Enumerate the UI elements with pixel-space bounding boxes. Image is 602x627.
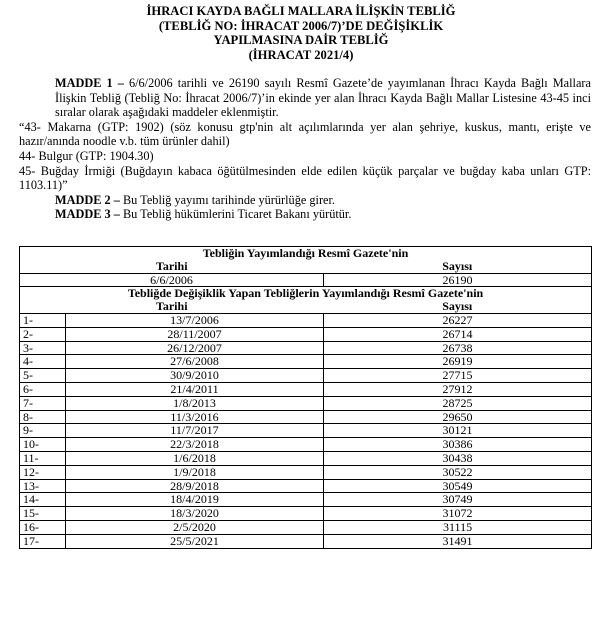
article-3-text: Bu Tebliğ hükümlerini Ticaret Bakanı yürütür. [119, 207, 352, 222]
col-header-number: Sayısı [324, 260, 592, 273]
row-gazette-number: 30121 [324, 424, 592, 438]
table-row-original [20, 273, 592, 287]
original-number: 26190 [324, 273, 592, 287]
row-gazette-number: 26738 [324, 341, 592, 355]
row-number: 14- [20, 493, 66, 507]
row-number: 1- [20, 313, 66, 327]
row-date: 27/6/2008 [66, 355, 324, 369]
row-number: 10- [20, 438, 66, 452]
row-number: 12- [20, 465, 66, 479]
col-header-date-2: Tarihi [20, 300, 324, 313]
title-line-4: (İHRACAT 2021/4) [248, 47, 354, 62]
row-date: 21/4/2011 [66, 382, 324, 396]
row-number: 17- [20, 534, 66, 548]
table-row [20, 520, 592, 534]
row-date: 18/4/2019 [66, 493, 324, 507]
article-2-label: MADDE 2 – [55, 192, 120, 207]
article-1-label: MADDE 1 – [55, 76, 124, 90]
row-number: 4- [20, 355, 66, 369]
title-line-3: YAPILMASINA DAİR TEBLİĞ [213, 33, 389, 48]
table-row [20, 479, 592, 493]
row-date: 30/9/2010 [66, 369, 324, 383]
table-row [20, 313, 592, 327]
table-row [20, 327, 592, 341]
article-2 [19, 193, 591, 208]
document-body [19, 76, 591, 222]
list-item-45: 45- Buğday İrmiği (Buğdayın kabaca öğütülmesinden elde edilen küçük parçalar ve buğday kaba unları GTP: 1103.11)” [19, 163, 591, 193]
table-header-original: Tebliğin Yayımlandığı Resmî Gazete'nin [20, 247, 592, 260]
table-row [20, 493, 592, 507]
row-date: 11/3/2016 [66, 410, 324, 424]
col-header-number-2: Sayısı [324, 300, 592, 313]
row-date: 25/5/2021 [66, 534, 324, 548]
row-gazette-number: 26714 [324, 327, 592, 341]
row-number: 9- [20, 424, 66, 438]
article-3-label: MADDE 3 – [55, 207, 120, 222]
row-number: 11- [20, 451, 66, 465]
table-row [20, 410, 592, 424]
row-gazette-number: 27715 [324, 369, 592, 383]
row-gazette-number: 26919 [324, 355, 592, 369]
table-header-row-2 [20, 287, 592, 300]
row-number: 15- [20, 507, 66, 521]
list-item-43: “43- Makarna (GTP: 1902) (söz konusu gtp'nin alt açılımlarında yer alan şehriye, kuskus, mantı, erişte ve hazır/anında noodle v.b. tüm ürünler dahil) [19, 119, 591, 149]
table-row [20, 465, 592, 479]
row-date: 2/5/2020 [66, 520, 324, 534]
row-number: 5- [20, 369, 66, 383]
row-date: 28/9/2018 [66, 479, 324, 493]
table-subheader-row-2 [20, 300, 592, 313]
row-date: 26/12/2007 [66, 341, 324, 355]
row-date: 22/3/2018 [66, 438, 324, 452]
row-date: 1/9/2018 [66, 465, 324, 479]
list-item-44: 44- Bulgur (GTP: 1904.30) [19, 148, 154, 163]
article-1 [19, 76, 591, 120]
table-subheader-row-1 [20, 260, 592, 273]
document-title [0, 4, 602, 62]
row-number: 3- [20, 341, 66, 355]
title-line-1: İHRACI KAYDA BAĞLI MALLARA İLİŞKİN TEBLİĞ [146, 4, 456, 18]
row-number: 2- [20, 327, 66, 341]
row-date: 1/6/2018 [66, 451, 324, 465]
row-gazette-number: 31072 [324, 507, 592, 521]
row-gazette-number: 28725 [324, 396, 592, 410]
row-gazette-number: 30438 [324, 451, 592, 465]
row-date: 28/11/2007 [66, 327, 324, 341]
table-row [20, 507, 592, 521]
row-gazette-number: 31491 [324, 534, 592, 548]
row-gazette-number: 30386 [324, 438, 592, 452]
row-number: 7- [20, 396, 66, 410]
row-gazette-number: 27912 [324, 382, 592, 396]
article-1-text: 6/6/2006 tarihli ve 26190 sayılı Resmî Gazete’de yayımlanan İhracı Kayda Bağlı Mallara İlişkin Tebliğ (Tebliğ No: İhracat 2006/7)’in ekinde yer alan İhracı Kayda Bağlı Mallar Listesine 43-45 inci sıralar olarak aşağıdaki maddeler eklenmiştir. [55, 76, 591, 120]
table-row [20, 534, 592, 548]
original-date: 6/6/2006 [20, 273, 324, 287]
table-row [20, 451, 592, 465]
gazette-table [19, 246, 592, 549]
table-row [20, 424, 592, 438]
row-number: 16- [20, 520, 66, 534]
row-gazette-number: 30549 [324, 479, 592, 493]
row-date: 18/3/2020 [66, 507, 324, 521]
row-gazette-number: 30522 [324, 465, 592, 479]
table-header-row-1 [20, 247, 592, 260]
row-gazette-number: 26227 [324, 313, 592, 327]
row-date: 1/8/2013 [66, 396, 324, 410]
row-number: 8- [20, 410, 66, 424]
row-gazette-number: 29650 [324, 410, 592, 424]
table-row [20, 369, 592, 383]
article-3 [19, 207, 591, 222]
table-row [20, 396, 592, 410]
title-line-2: (TEBLİĞ NO: İHRACAT 2006/7)’DE DEĞİŞİKLİK [158, 18, 444, 33]
article-2-text: Bu Tebliğ yayımı tarihinde yürürlüğe girer. [119, 192, 335, 207]
row-gazette-number: 31115 [324, 520, 592, 534]
col-header-date: Tarihi [20, 260, 324, 273]
table-row [20, 341, 592, 355]
table-row [20, 438, 592, 452]
row-number: 13- [20, 479, 66, 493]
row-date: 13/7/2006 [66, 313, 324, 327]
row-gazette-number: 30749 [324, 493, 592, 507]
table-row [20, 355, 592, 369]
row-date: 11/7/2017 [66, 424, 324, 438]
table-header-amendments: Tebliğde Değişiklik Yapan Tebliğlerin Yayımlandığı Resmî Gazete'nin [20, 287, 592, 300]
table-row [20, 382, 592, 396]
row-number: 6- [20, 382, 66, 396]
